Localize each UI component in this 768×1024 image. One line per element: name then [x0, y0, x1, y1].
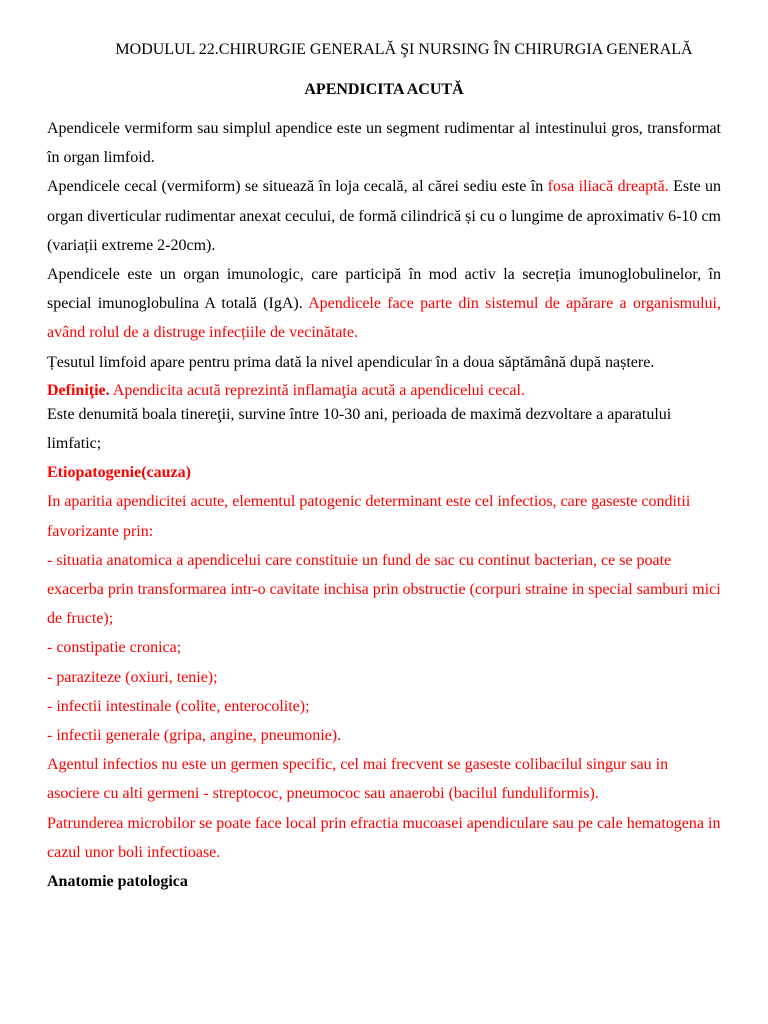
etio-item: - situatia anatomica a apendicelui care constituie un fund de sac cu continut bacterian, ce se poate exacerba prin transformarea intr-o cavitate inchisa prin obstructie (corpuri straine in special samburi mici de fructe);	[47, 551, 721, 628]
etio-item: - constipatie cronica;	[47, 639, 182, 657]
main-title: APENDICITA ACUTĂ	[304, 81, 464, 98]
paragraph-infectious-agent: Agentul infectios nu este un germen specific, cel mai frecvent se gaseste colibacilul singur sau in asociere cu alti germeni - streptococ, pneumococ sau anaerobi (bacilul funduliformis).	[47, 756, 669, 803]
immunology-text: Apendicele este un organ imunologic, care participă în mod activ la secreția imunoglobulinelor, în special imunoglobulina A totală (IgA).	[47, 266, 721, 313]
paragraph-appendix-location	[47, 172, 721, 260]
document-page	[47, 38, 721, 896]
paragraph-immunology	[47, 260, 721, 348]
etio-item: - paraziteze (oxiuri, tenie);	[47, 668, 218, 686]
paragraph-youth-disease: Este denumită boala tinereţii, survine între 10-30 ani, perioada de maximă dezvoltare a aparatului limfatic;	[47, 405, 672, 453]
location-text-end: Este un organ diverticular rudimentar anexat cecului, de formă cilindrică și cu o lungime de aproximativ 6-10 cm (variații extreme 2-20cm).	[47, 178, 722, 254]
etio-item: - infectii intestinale (colite, enterocolite);	[47, 697, 310, 715]
paragraph-appendix-definition: Apendicele vermiform sau simplul apendice este un segment rudimentar al intestinului gros, transformat în organ limfoid.	[47, 120, 721, 167]
paragraph-microbe-entry: Patrunderea microbilor se poate face local prin efractia mucoasei apendiculare sau pe cale hematogena in cazul unor boli infectioase.	[47, 814, 721, 861]
etiopathogenesis-heading: Etiopatogenie(cauza)	[47, 464, 191, 482]
module-title: MODULUL 22.CHIRURGIE GENERALĂ ŞI NURSING ÎN CHIRURGIA GENERALĂ	[115, 41, 693, 58]
definition-label: Definiţie.	[47, 381, 110, 399]
location-text-start: Apendicele cecal (vermiform) se situează în loja cecală, al cărei sediu este în	[47, 178, 548, 196]
etiopathogenesis-intro: In aparitia apendicitei acute, elementul patogenic determinant este cel infectios, care gaseste conditii favorizante prin:	[47, 493, 691, 540]
location-highlight: fosa iliacă dreaptă.	[547, 178, 669, 196]
definition-line	[47, 381, 721, 400]
anatomy-heading: Anatomie patologica	[47, 873, 188, 891]
definition-text: Apendicita acută reprezintă inflamaţia acută a apendicelui cecal.	[109, 381, 525, 399]
immunology-highlight: Apendicele face parte din sistemul de apărare a organismului, având rolul de a distruge infecțiile de vecinătate.	[47, 295, 722, 342]
etio-item: - infectii generale (gripa, angine, pneumonie).	[47, 727, 342, 745]
paragraph-lymphoid-tissue: Țesutul limfoid apare pentru prima dată la nivel apendicular în a doua săptămână după naștere.	[47, 353, 655, 371]
